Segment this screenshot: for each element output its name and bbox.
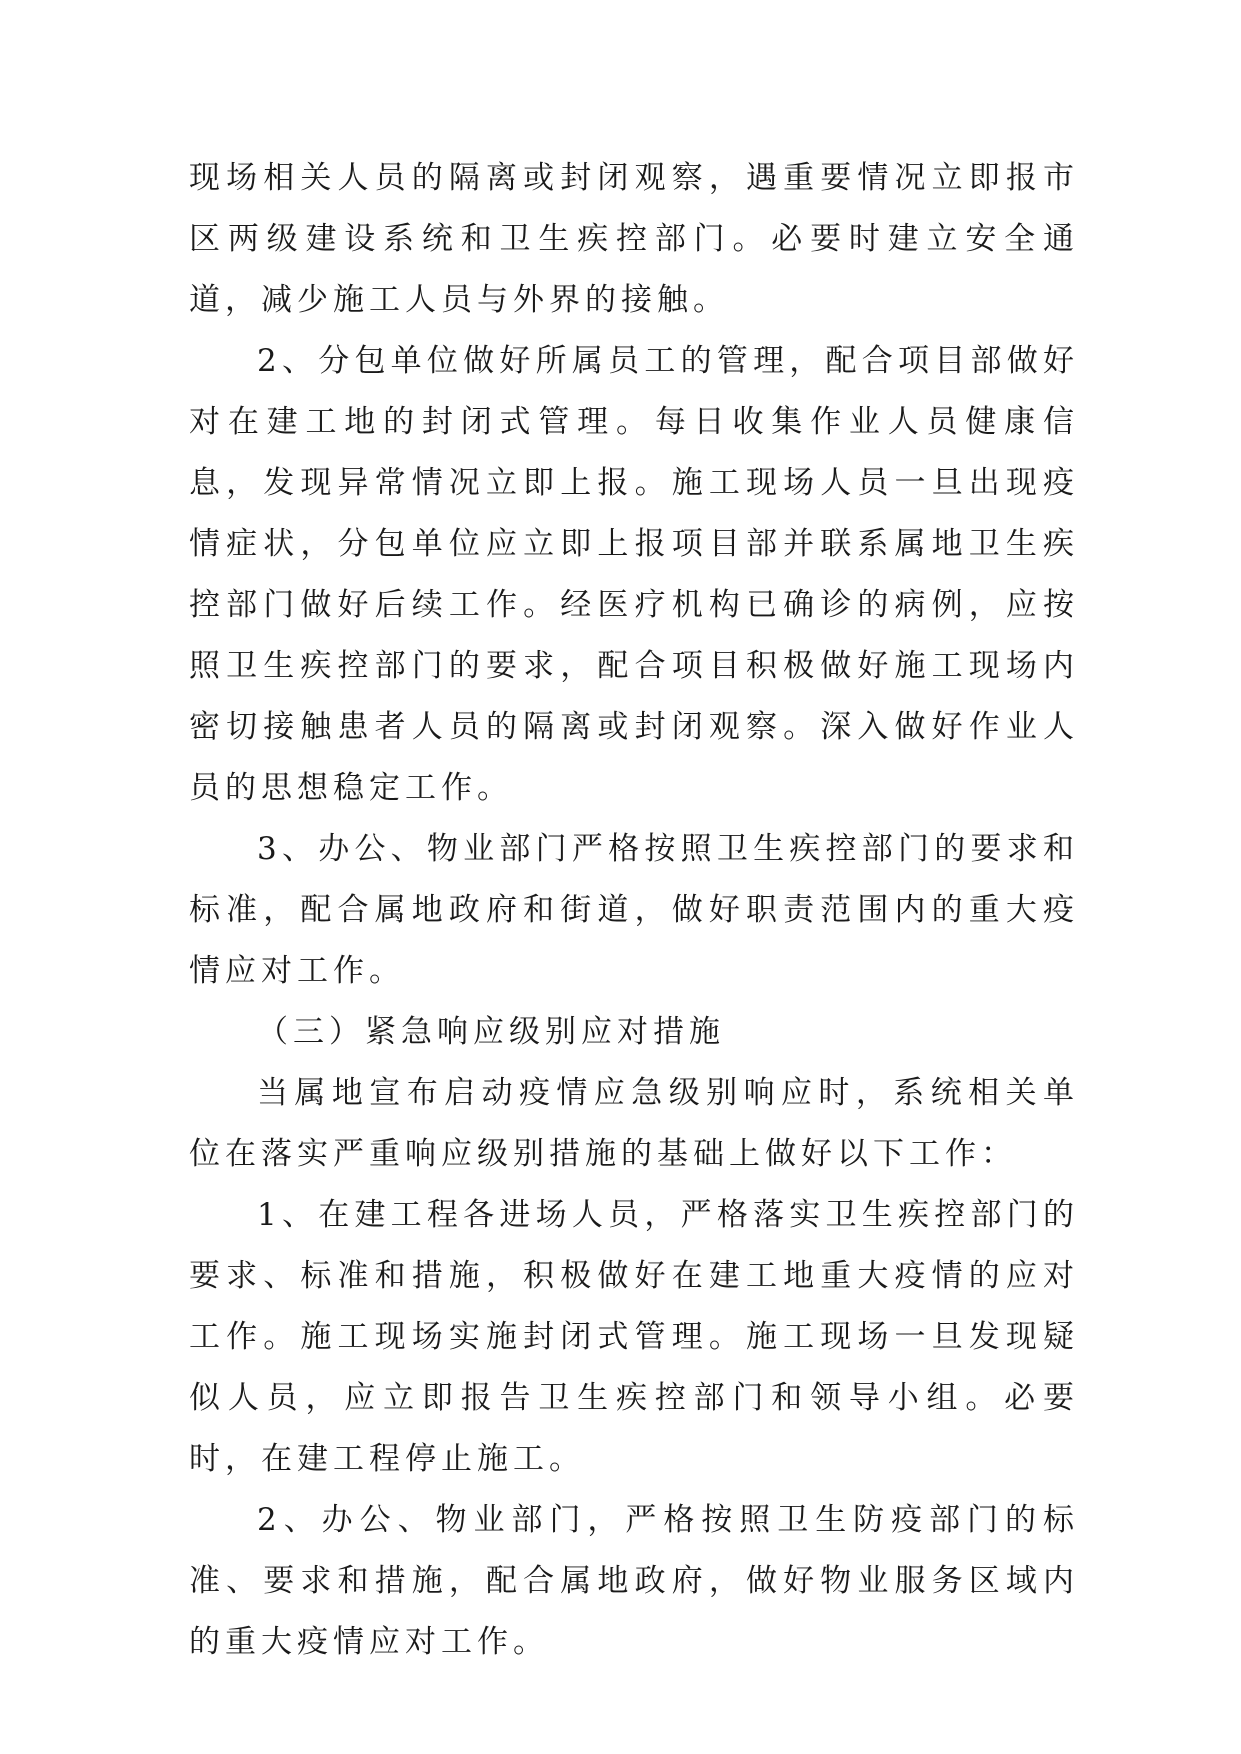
paragraph-item-2-subcontractor: 2、分包单位做好所属员工的管理，配合项目部做好对在建工地的封闭式管理。每日收集作业人员健康信息，发现异常情况立即上报。施工现场人员一旦出现疫情症状，分包单位应立即上报项目部并联系属地卫生疾控部门做好后续工作。经医疗机构已确诊的病例，应按照卫生疾控部门的要求，配合项目积极做好施工现场内密切接触患者人员的隔离或封闭观察。深入做好作业人员的思想稳定工作。 xyxy=(189,343,1079,806)
paragraph-emergency-item-1: 1、在建工程各进场人员，严格落实卫生疾控部门的要求、标准和措施，积极做好在建工地重大疫情的应对工作。施工现场实施封闭式管理。施工现场一旦发现疑似人员，应立即报告卫生疾控部门和领导小组。必要时，在建工程停止施工。 xyxy=(189,1197,1079,1477)
document-body xyxy=(189,148,1079,1673)
section-heading-emergency: （三）紧急响应级别应对措施 xyxy=(257,1014,725,1050)
paragraph-emergency-intro: 当属地宣布启动疫情应急级别响应时，系统相关单位在落实严重响应级别措施的基础上做好以下工作： xyxy=(189,1075,1079,1172)
paragraph-emergency-item-2: 2、办公、物业部门，严格按照卫生防疫部门的标准、要求和措施，配合属地政府，做好物业服务区域内的重大疫情应对工作。 xyxy=(189,1502,1079,1660)
paragraph-continuation: 现场相关人员的隔离或封闭观察，遇重要情况立即报市区两级建设系统和卫生疾控部门。必要时建立安全通道，减少施工人员与外界的接触。 xyxy=(189,160,1079,318)
paragraph-item-3-office: 3、办公、物业部门严格按照卫生疾控部门的要求和标准，配合属地政府和街道，做好职责范围内的重大疫情应对工作。 xyxy=(189,831,1079,989)
